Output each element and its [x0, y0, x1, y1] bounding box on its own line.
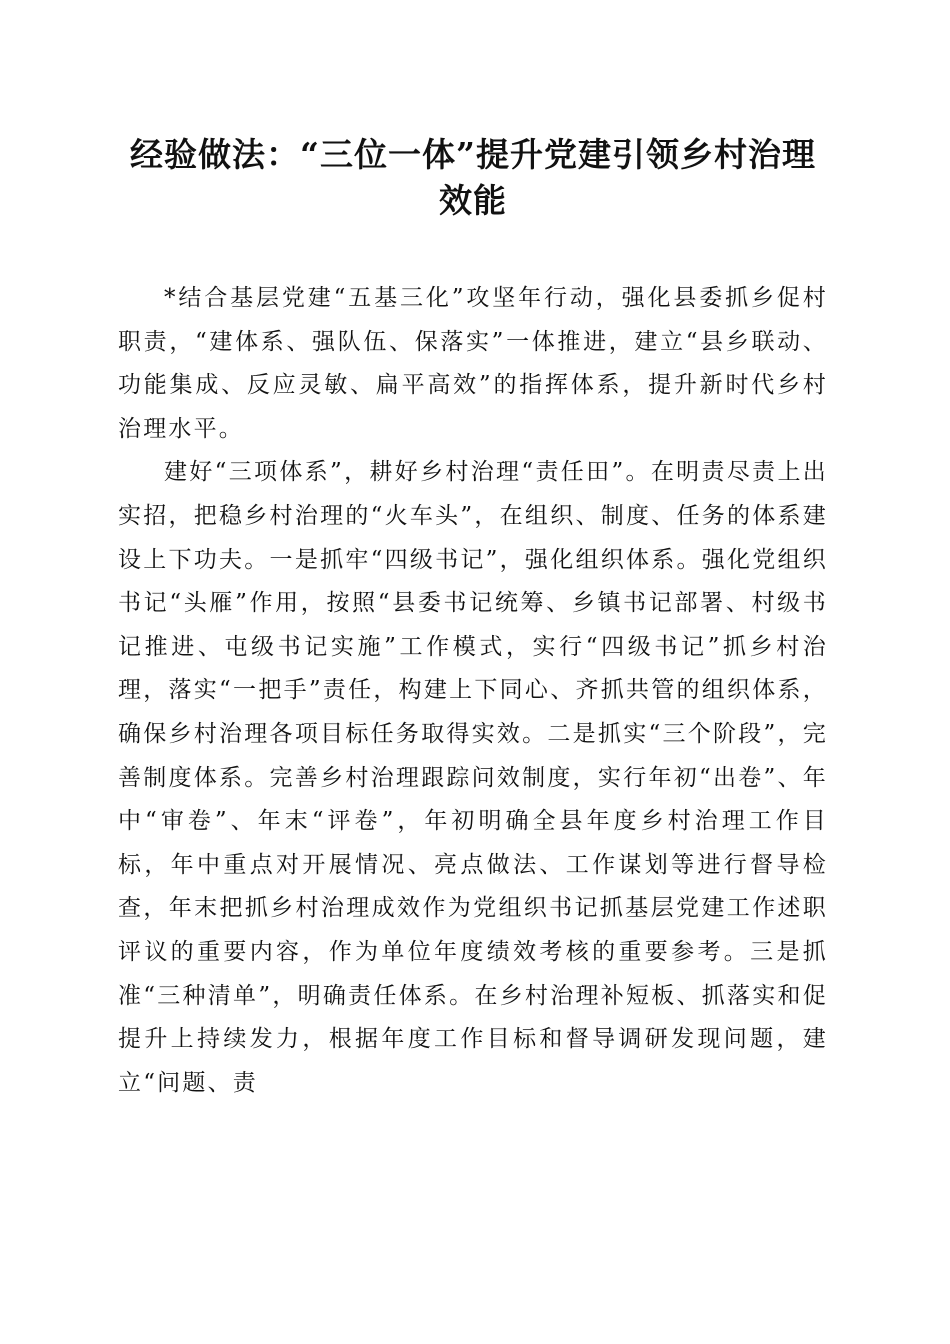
paragraph-intro: *结合基层党建“五基三化”攻坚年行动，强化县委抓乡促村职责，“建体系、强队伍、保落实”一体推进，建立“县乡联动、功能集成、反应灵敏、扁平高效”的指挥体系，提升新时代乡村治理水平。	[118, 285, 828, 442]
paragraph-main: 建好“三项体系”，耕好乡村治理“责任田”。在明责尽责上出实招，把稳乡村治理的“火车头”，在组织、制度、任务的体系建设上下功夫。一是抓牢“四级书记”，强化组织体系。强化党组织书记“头雁”作用，按照“县委书记统筹、乡镇书记部署、村级书记推进、屯级书记实施”工作模式，实行“四级书记”抓乡村治理，落实“一把手”责任，构建上下同心、齐抓共管的组织体系，确保乡村治理各项目标任务取得实效。二是抓实“三个阶段”，完善制度体系。完善乡村治理跟踪问效制度，实行年初“出卷”、年中“审卷”、年末“评卷”，年初明确全县年度乡村治理工作目标，年中重点对开展情况、亮点做法、工作谋划等进行督导检查，年末把抓乡村治理成效作为党组织书记抓基层党建工作述职评议的重要内容，作为单位年度绩效考核的重要参考。三是抓准“三种清单”，明确责任体系。在乡村治理补短板、抓落实和促提升上持续发力，根据年度工作目标和督导调研发现问题，建立“问题、责	[118, 459, 828, 1096]
document-body	[118, 277, 828, 1105]
document-title: 经验做法：“三位一体”提升党建引领乡村治理效能	[130, 135, 816, 220]
